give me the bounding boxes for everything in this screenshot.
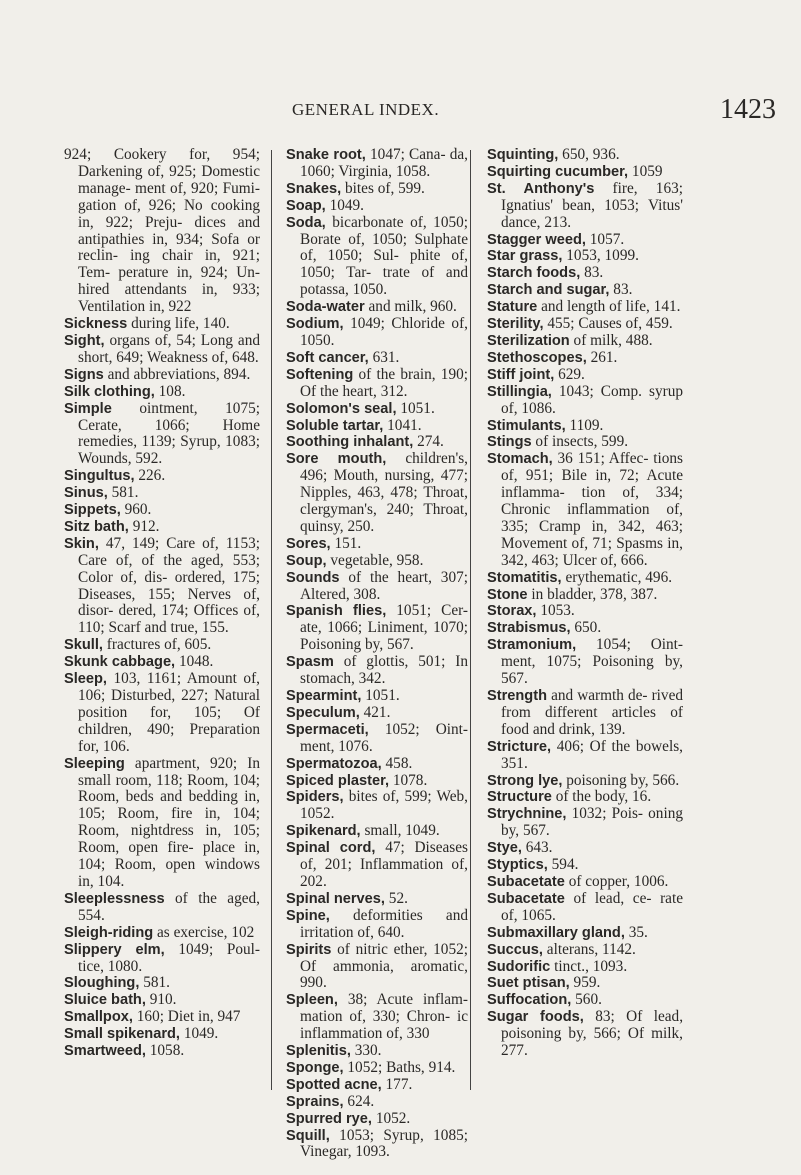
index-entry [487, 587, 683, 604]
entry-headword: Subacetate [487, 890, 565, 907]
entry-headword: Spiced plaster, [286, 772, 390, 789]
entry-text: 581. [143, 974, 170, 992]
entry-headword: Stye, [487, 840, 522, 857]
entry-text: 83. [613, 281, 633, 299]
entry-headword: Sleigh-riding [64, 924, 154, 941]
entry-headword: Spleen, [286, 992, 338, 1009]
index-entry [286, 451, 468, 536]
index-entry [487, 806, 683, 840]
entry-text: 631. [372, 348, 400, 366]
index-entry [64, 671, 260, 756]
index-entry [286, 536, 468, 553]
entry-headword: Sleeping [64, 755, 125, 772]
entry-headword: Squill, [286, 1127, 330, 1144]
entry-text: vegetable, 958. [330, 551, 424, 569]
index-entry [487, 265, 683, 282]
entry-headword: Stethoscopes, [487, 349, 587, 366]
entry-text: 458. [385, 754, 413, 772]
index-column-2 [286, 147, 468, 1161]
index-entry [286, 1043, 468, 1060]
index-entry [487, 975, 683, 992]
entry-text: 38; Acute inflam- mation of, 330; Chron- ic inflammation of, 330 [300, 991, 468, 1043]
index-entry [286, 181, 468, 198]
index-entry [64, 1026, 260, 1043]
entry-headword: Succus, [487, 941, 543, 958]
entry-headword: Spasm [286, 654, 334, 671]
entry-headword: Small spikenard, [64, 1026, 180, 1043]
entry-headword: Star grass, [487, 248, 563, 265]
index-entry [487, 942, 683, 959]
entry-text: 581. [111, 484, 139, 502]
index-entry [286, 789, 468, 823]
entry-text: 924; Cookery for, 954; Darkening of, 925; Domestic manage- ment of, 920; Fumi- gation of, 926; No cooking in, 922; Preju- dices and antipathies in, 934; Sofa or reclin- ing chair in, 921; Tem- perature in, 924; Un- hired attendants in, 933; Ventilation in, 922 [64, 146, 260, 316]
entry-text: 1053. [540, 602, 575, 620]
index-entry [286, 418, 468, 435]
index-entry [487, 840, 683, 857]
index-entry [64, 942, 260, 976]
entry-text: apartment, 920; In small room, 118; Room, 104; Room, beds and bedding in, 105; Room, fire in, 104; Room, nightdress in, 105; Room, open fire- place in, 104; Room, open windows in, 104. [78, 754, 261, 890]
entry-headword: Smallpox, [64, 1009, 133, 1026]
index-entry [487, 232, 683, 249]
entry-headword: Stimulants, [487, 417, 566, 434]
entry-headword: Stillingia, [487, 383, 552, 400]
entry-text: 83. [584, 264, 604, 282]
index-entry [487, 282, 683, 299]
entry-text: 47; Diseases of, 201; Inflammation of, 202. [300, 839, 468, 890]
entry-headword: Soap, [286, 197, 326, 214]
entry-text: 83; Of lead, poisoning by, 566; Of milk, 277. [501, 1008, 684, 1060]
entry-headword: Subacetate [487, 873, 565, 890]
entry-headword: Sickness [64, 316, 128, 333]
entry-headword: Signs [64, 366, 104, 383]
entry-text: fire, 163; Ignatius' bean, 1053; Vitus' dance, 213. [501, 179, 683, 231]
entry-text: erythematic, 496. [565, 568, 673, 586]
index-column-3 [487, 147, 683, 1060]
entry-text: 160; Diet in, 947 [136, 1008, 241, 1026]
index-entry [286, 992, 468, 1043]
entry-text: bicarbonate of, 1050; Borate of, 1050; Sulphate of, 1050; Sul- phite of, 1050; Tar- trate of and potassa, 1050. [300, 213, 469, 299]
entry-text: 650. [574, 619, 602, 637]
index-entry [487, 434, 683, 451]
entry-text: children's, 496; Mouth, nursing, 477; Nipples, 463, 478; Throat, clergyman's, 240; Throat, quinsy, 250. [300, 450, 468, 535]
entry-text: 52. [388, 889, 408, 907]
entry-headword: Submaxillary gland, [487, 924, 625, 941]
entry-headword: Speculum, [286, 704, 360, 721]
entry-headword: Sitz bath, [64, 518, 129, 535]
entry-text: 1043; Comp. syrup of, 1086. [501, 382, 683, 417]
entry-text: of milk, 488. [573, 331, 653, 349]
entry-text: of copper, 1006. [568, 872, 669, 890]
entry-text: 560. [575, 991, 602, 1009]
index-entry [487, 891, 683, 925]
index-entry [286, 147, 468, 181]
index-entry [487, 181, 683, 232]
entry-headword: Sore mouth, [286, 451, 387, 468]
entry-text: 1057. [589, 230, 625, 248]
entry-text: as exercise, 102 [157, 923, 255, 941]
index-entry [64, 925, 260, 942]
index-entry [487, 451, 683, 569]
entry-text: of nitric ether, 1052; Of ammonia, aromatic, 990. [300, 940, 468, 992]
index-entry [64, 519, 260, 536]
index-entry [64, 756, 260, 891]
index-entry [487, 688, 683, 739]
entry-text: 650, 936. [562, 146, 620, 163]
entry-text: 1052; Baths, 914. [347, 1058, 456, 1076]
entry-headword: Soft cancer, [286, 349, 369, 366]
index-entry [286, 570, 468, 604]
index-entry [487, 147, 683, 164]
entry-text: deformities and irritation of, 640. [300, 906, 469, 941]
index-entry [286, 773, 468, 790]
entry-headword: Sippets, [64, 502, 121, 519]
entry-headword: Sleep, [64, 671, 107, 688]
index-entry [487, 333, 683, 350]
index-entry [487, 1009, 683, 1060]
entry-text: 1051; Cer- ate, 1066; Liniment, 1070; Poisoning by, 567. [300, 602, 469, 654]
entry-text: bites of, 599. [345, 179, 425, 197]
index-entry [286, 350, 468, 367]
entry-headword: Soda-water [286, 299, 365, 316]
index-entry [487, 316, 683, 333]
entry-text: 1109. [569, 416, 604, 434]
entry-headword: Sloughing, [64, 975, 140, 992]
entry-text: and warmth de- rived from different articles of food and drink, 139. [501, 687, 684, 738]
index-entry [64, 1043, 260, 1060]
entry-headword: Smartweed, [64, 1043, 146, 1060]
entry-text: 1058. [149, 1042, 185, 1060]
entry-text: 1053; Syrup, 1085; Vinegar, 1093. [300, 1126, 468, 1161]
index-entry [487, 874, 683, 891]
entry-text: of the aged, 554. [78, 889, 260, 924]
entry-text: 1078. [392, 771, 428, 789]
entry-text: 1053, 1099. [566, 247, 639, 265]
page-header [0, 94, 801, 130]
entry-text: 330. [354, 1042, 382, 1060]
entry-headword: Spiders, [286, 789, 344, 806]
column-rule [271, 150, 272, 1090]
index-entry [286, 367, 468, 401]
entry-headword: Splenitis, [286, 1043, 351, 1060]
entry-headword: Sterilization [487, 332, 570, 349]
entry-headword: Strength [487, 688, 547, 704]
index-entry [487, 350, 683, 367]
entry-headword: Spermatozoa, [286, 755, 382, 772]
index-entry [487, 603, 683, 620]
entry-text: 36 151; Affec- tions of, 951; Bile in, 72; Acute inflamma- tion of, 334; Chronic inflammation of, 335; Cramp in, 342, 463; Movement of, 71; Spasms in, 342, 463; Ulcer of, 666. [501, 450, 683, 569]
index-entry [64, 147, 260, 316]
index-entry [286, 401, 468, 418]
entry-text: 274. [417, 433, 444, 451]
entry-headword: Strong lye, [487, 772, 563, 789]
entry-headword: Skin, [64, 535, 99, 552]
index-entry [286, 840, 468, 891]
entry-headword: Sinus, [64, 485, 108, 502]
entry-headword: Spirits [286, 941, 332, 958]
entry-headword: Sluice bath, [64, 992, 146, 1009]
entry-text: 1052; Oint- ment, 1076. [300, 720, 468, 755]
entry-text: organs of, 54; Long and short, 649; Weakness of, 648. [78, 331, 260, 366]
entry-headword: Snake root, [286, 147, 366, 163]
entry-headword: Stings [487, 434, 532, 451]
entry-headword: Soothing inhalant, [286, 434, 414, 451]
entry-headword: Spine, [286, 907, 330, 924]
entry-headword: Stature [487, 299, 538, 316]
entry-headword: Sudorific [487, 958, 551, 975]
entry-text: 959. [573, 974, 601, 992]
entry-headword: Sight, [64, 332, 105, 349]
entry-headword: Stricture, [487, 738, 552, 755]
entry-text: 1047; Cana- da, 1060; Virginia, 1058. [300, 146, 468, 180]
index-entry [487, 992, 683, 1009]
entry-headword: Skull, [64, 637, 103, 654]
index-entry [64, 654, 260, 671]
entry-headword: Solomon's seal, [286, 400, 397, 417]
index-entry [286, 1094, 468, 1111]
entry-headword: St. Anthony's [487, 180, 595, 197]
entry-text: 108. [158, 382, 186, 400]
entry-headword: Skunk cabbage, [64, 654, 176, 671]
index-entry [286, 316, 468, 350]
entry-headword: Singultus, [64, 468, 135, 485]
entry-text: small, 1049. [364, 822, 440, 840]
index-entry [286, 688, 468, 705]
column-rule [470, 150, 471, 1090]
entry-headword: Stramonium, [487, 637, 577, 654]
index-entry [286, 1077, 468, 1094]
index-entry [487, 857, 683, 874]
entry-headword: Storax, [487, 603, 537, 620]
index-entry [64, 637, 260, 654]
entry-headword: Spearmint, [286, 688, 362, 704]
index-entry [286, 756, 468, 773]
entry-headword: Stomatitis, [487, 569, 562, 586]
entry-headword: Softening [286, 366, 354, 383]
index-entry [487, 637, 683, 688]
entry-text: 177. [385, 1075, 413, 1093]
entry-text: 1049; Chloride of, 1050. [300, 315, 469, 349]
entry-headword: Spinal nerves, [286, 890, 385, 907]
entry-text: of the body, 16. [555, 788, 652, 806]
entry-headword: Simple [64, 400, 112, 417]
entry-headword: Spurred rye, [286, 1110, 372, 1127]
entry-text: 1059 [631, 162, 663, 180]
entry-text: 47, 149; Care of, 1153; Care of, of the aged, 553; Color of, dis- ordered, 175; Diseases, 155; Nerves of, disor- dered, 174; Offices of, 110; Scarf and true, 155. [78, 534, 260, 637]
entry-text: 1049; Poul- tice, 1080. [78, 940, 261, 975]
entry-headword: Soluble tartar, [286, 417, 384, 434]
entry-text: in bladder, 378, 387. [531, 585, 658, 603]
entry-headword: Sprains, [286, 1093, 344, 1110]
entry-text: 406; Of the bowels, 351. [501, 737, 683, 772]
index-entry [487, 418, 683, 435]
entry-text: fractures of, 605. [106, 636, 212, 654]
index-entry [286, 705, 468, 722]
entry-text: 1041. [387, 416, 422, 434]
index-entry [487, 248, 683, 265]
index-entry [487, 925, 683, 942]
index-entry [286, 553, 468, 570]
entry-text: 1032; Pois- oning by, 567. [501, 805, 683, 840]
entry-text: 261. [590, 348, 618, 366]
entry-text: 912. [132, 517, 160, 535]
index-entry [64, 367, 260, 384]
entry-headword: Snakes, [286, 180, 342, 197]
entry-text: bites of, 599; Web, 1052. [300, 788, 468, 823]
entry-text: 1051. [365, 687, 400, 704]
entry-text: 624. [347, 1092, 375, 1110]
index-entry [64, 468, 260, 485]
entry-headword: Soup, [286, 552, 327, 569]
index-entry [64, 316, 260, 333]
entry-headword: Styptics, [487, 857, 548, 874]
index-entry [286, 823, 468, 840]
page-number: 1423 [720, 94, 776, 125]
entry-headword: Strychnine, [487, 806, 567, 823]
entry-text: of the brain, 190; Of the heart, 312. [300, 365, 468, 400]
entry-text: 629. [558, 365, 585, 383]
entry-text: 1049. [329, 196, 364, 214]
index-entry [286, 215, 468, 300]
index-entry [286, 1128, 468, 1162]
index-entry [286, 1060, 468, 1077]
entry-text: 1049. [183, 1025, 219, 1043]
entry-text: ointment, 1075; Cerate, 1066; Home remedies, 1139; Syrup, 1083; Wounds, 592. [78, 399, 260, 468]
index-column-1 [64, 147, 260, 1060]
index-entry [64, 975, 260, 992]
entry-headword: Starch foods, [487, 265, 581, 282]
index-entry [64, 401, 260, 469]
entry-text: poisoning by, 566. [566, 771, 680, 789]
entry-headword: Spotted acne, [286, 1076, 382, 1093]
index-entry [64, 992, 260, 1009]
index-entry [286, 434, 468, 451]
index-entry [286, 942, 468, 993]
entry-headword: Structure [487, 789, 552, 806]
entry-text: 226. [138, 467, 166, 485]
index-entry [64, 333, 260, 367]
index-entry [64, 891, 260, 925]
entry-headword: Slippery elm, [64, 941, 165, 958]
entry-headword: Suet ptisan, [487, 975, 570, 992]
index-entry [487, 773, 683, 790]
index-entry [64, 536, 260, 637]
index-entry [286, 722, 468, 756]
entry-headword: Stiff joint, [487, 366, 555, 383]
index-entry [64, 384, 260, 401]
entry-text: and milk, 960. [368, 298, 457, 316]
index-entry [286, 908, 468, 942]
entry-headword: Sponge, [286, 1059, 344, 1076]
index-entry [487, 384, 683, 418]
entry-text: and abbreviations, 894. [107, 365, 251, 383]
running-head: GENERAL INDEX. [292, 100, 440, 119]
entry-headword: Suffocation, [487, 992, 572, 1009]
entry-text: 1054; Oint- ment, 1075; Poisoning by, 567. [501, 636, 683, 688]
entry-headword: Sleeplessness [64, 890, 165, 907]
entry-text: 35. [628, 923, 648, 941]
index-entry [487, 570, 683, 587]
index-entry [487, 789, 683, 806]
index-entry [64, 502, 260, 519]
entry-headword: Spanish flies, [286, 603, 387, 620]
entry-text: of glottis, 501; In stomach, 342. [300, 653, 468, 688]
entry-headword: Spikenard, [286, 823, 361, 840]
entry-headword: Sores, [286, 535, 331, 552]
index-entry [286, 603, 468, 654]
entry-headword: Spermaceti, [286, 721, 369, 738]
entry-text: and length of life, 141. [541, 298, 681, 316]
entry-text: during life, 140. [131, 315, 230, 333]
entry-headword: Stagger weed, [487, 231, 586, 248]
entry-headword: Sugar foods, [487, 1009, 584, 1026]
entry-headword: Sodium, [286, 316, 344, 333]
entry-text: alterans, 1142. [546, 940, 636, 958]
index-entry [286, 299, 468, 316]
entry-text: of lead, ce- rate of, 1065. [501, 889, 683, 924]
index-entry [487, 739, 683, 773]
entry-text: 455; Causes of, 459. [547, 315, 673, 333]
entry-headword: Strabismus, [487, 620, 571, 637]
entry-text: 1051. [400, 399, 435, 417]
entry-headword: Squinting, [487, 147, 559, 163]
entry-headword: Stomach, [487, 451, 553, 468]
entry-text: 103, 1161; Amount of, 106; Disturbed, 227; Natural position for, 105; Of children, 490; Preparation for, 106. [78, 670, 260, 755]
entry-headword: Sounds [286, 569, 340, 586]
index-entry [286, 198, 468, 215]
index-entry [487, 959, 683, 976]
entry-headword: Stone [487, 586, 528, 603]
entry-text: 421. [363, 703, 391, 721]
entry-headword: Soda, [286, 214, 326, 231]
entry-headword: Sterility, [487, 316, 544, 333]
index-entry [286, 654, 468, 688]
entry-text: of the heart, 307; Altered, 308. [300, 568, 469, 603]
entry-text: 1052. [375, 1109, 411, 1127]
entry-headword: Spinal cord, [286, 840, 376, 857]
entry-headword: Silk clothing, [64, 383, 155, 400]
entry-text: 151. [334, 534, 362, 552]
index-entry [286, 891, 468, 908]
index-entry [487, 367, 683, 384]
entry-headword: Starch and sugar, [487, 282, 610, 299]
index-entry [64, 485, 260, 502]
entry-text: tinct., 1093. [554, 957, 628, 975]
entry-text: 1048. [178, 653, 214, 671]
index-entry [64, 1009, 260, 1026]
entry-text: 643. [525, 839, 553, 857]
index-entry [487, 164, 683, 181]
index-entry [487, 620, 683, 637]
entry-text: 594. [551, 856, 579, 874]
index-entry [286, 1111, 468, 1128]
entry-text: 960. [124, 501, 152, 519]
entry-text: of insects, 599. [535, 433, 629, 451]
entry-text: 910. [149, 991, 177, 1009]
index-entry [487, 299, 683, 316]
entry-headword: Squirting cucumber, [487, 163, 629, 180]
